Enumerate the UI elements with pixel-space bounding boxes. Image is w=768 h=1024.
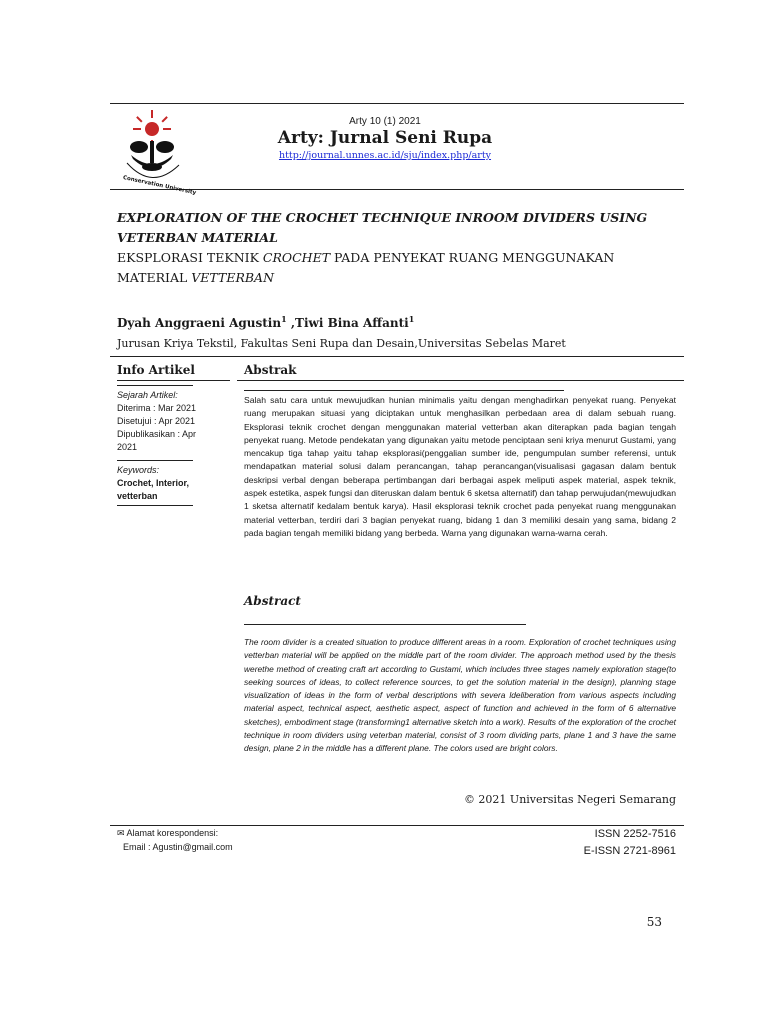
keywords-label: Keywords:: [117, 465, 160, 475]
journal-title: Arty: Jurnal Seni Rupa: [277, 128, 493, 148]
divider: [117, 505, 193, 506]
info-heading-rule: [117, 380, 230, 381]
author-1-affil-marker: 1: [281, 314, 287, 324]
divider: [117, 460, 193, 461]
author-2: Tiwi Bina Affanti: [295, 316, 409, 330]
correspondence-block: [117, 826, 233, 854]
issn-block: [500, 826, 676, 860]
abstrak-text: Salah satu cara untuk mewujudkan hunian minimalis yaitu dengan menghadirkan penyekat ruang. Penyekat ruang merupakan situasi yang diciptakan untuk menghasilkan perbedaan area di dalam sebuah ruang. Eksplorasi teknik crochet dengan menggunakan material vetterban akan diterapkan pada bagian tengah penyekat ruang. Metode pendekatan yang digunakan yaitu metode penciptaan seni kriya menurut Gustami, yang mencakup tiga tahap yaitu tahap eksplorasi(penggalian sumber ide, pengumpulan sumber referensi, untuk mendapatkan material solusi dalam perancangan, tahap perancangan(visualisasi gagasan dalam bentuk deskripsi verbal dengan beberapa pertimbangan dari berbagai aspek meliputi aspek material, aspek teknik, aspek estetika, aspek fungsi dan diteruskan dalam bentuk 6 sketsa alternatif) dan tahap perwujudan(mewujudkan 1 sketsa alternatif kedalam bentuk karya). Hasil eksplorasi teknik crochet pada penyekat ruang menggunakan material vetterban, terdiri dari 3 bagian penyekat ruang, bidang 1 dan 3 memiliki desain yang sama, bidang 2 pada bagian tengah memiliki bidang yang berbeda. Warna yang digunakan warna-warna cerah.: [244, 395, 676, 538]
header-top-rule: [110, 103, 684, 104]
affiliation: Jurusan Kriya Tekstil, Fakultas Seni Rupa dan Desain,Universitas Sebelas Maret: [117, 337, 566, 350]
author-1: Dyah Anggraeni Agustin: [117, 316, 282, 330]
university-logo: [117, 107, 197, 197]
affiliation-rule: [110, 356, 684, 357]
abstrak-heading-rule: [237, 380, 684, 381]
title-id-text-2: PADA PENYEKAT RUANG MENGGUNAKAN MATERIAL: [117, 250, 615, 285]
journal-url-link[interactable]: http://journal.unnes.ac.id/sju/index.php/arty: [278, 150, 492, 161]
article-title-english: EXPLORATION OF THE CROCHET TECHNIQUE INROOM DIVIDERS USING VETERBAN MATERIAL: [117, 210, 648, 245]
abstrak-underline: [244, 390, 564, 391]
article-info-sidebar: [117, 383, 217, 509]
keywords: Crochet, Interior, vetterban: [117, 478, 190, 501]
approved-date: Disetujui : Apr 2021: [117, 416, 196, 426]
published-date: Dipublikasikan : Apr 2021: [117, 429, 197, 452]
author-separator: ,: [286, 316, 296, 330]
copyright-notice: © 2021 Universitas Negeri Semarang: [463, 793, 676, 806]
history-label: Sejarah Artikel:: [117, 390, 178, 400]
correspondence-marker: ✉: [117, 828, 127, 838]
correspondence-label-row: [117, 826, 233, 840]
journal-volume: Arty 10 (1) 2021: [349, 116, 421, 127]
received-date: Diterima : Mar 2021: [117, 403, 197, 413]
author-list: [117, 314, 414, 330]
logo-caption: Conservation University: [122, 174, 197, 197]
author-2-affil-marker: 1: [408, 314, 415, 324]
abstrak-heading: Abstrak: [244, 363, 297, 377]
title-id-italic-2: VETTERBAN: [191, 270, 275, 285]
correspondence-label: Alamat korespondensi:: [126, 828, 219, 838]
page-number: 53: [646, 915, 662, 929]
title-id-italic-1: CROCHET: [262, 250, 331, 265]
article-title-indonesian: [117, 248, 677, 288]
correspondence-email: Email : Agustin@gmail.com: [123, 842, 233, 852]
abstract-heading: Abstract: [244, 594, 301, 608]
title-id-text-1: EKSPLORASI TEKNIK: [117, 250, 263, 265]
abstract-underline: [244, 624, 526, 625]
divider: [117, 385, 193, 386]
issn: ISSN 2252-7516: [594, 828, 676, 840]
eissn: E-ISSN 2721-8961: [583, 845, 676, 857]
info-artikel-heading: Info Artikel: [117, 363, 195, 377]
abstract-text: The room divider is a created situation to produce different areas in a room. Exploration of crochet techniques using vetterban material will be applied on the middle part of the room divider. The approach method used by the thesis werethe method of creating craft art according to Gustami, which includes three stages namely exploration stage(to seeking sources of ideas, to collect reference sources, to get the solution material in the design), planning stage visualization of ideas in the form of verbal descriptions with severa ldeliberation from various aspects including material aspect, technical aspect, aesthetic aspect, aspect of function and achieved in the form of 6 alternative sketches), embodiment stage (transforming1 alternative sketch into a work). Results of the exploration of the crochet technique in room dividers using veterban material, consist of 3 room dividing parts, plane 1 and 3 have the same design, plane 2 in the middle has a different plane. The colors used are bright colors.: [244, 637, 676, 754]
